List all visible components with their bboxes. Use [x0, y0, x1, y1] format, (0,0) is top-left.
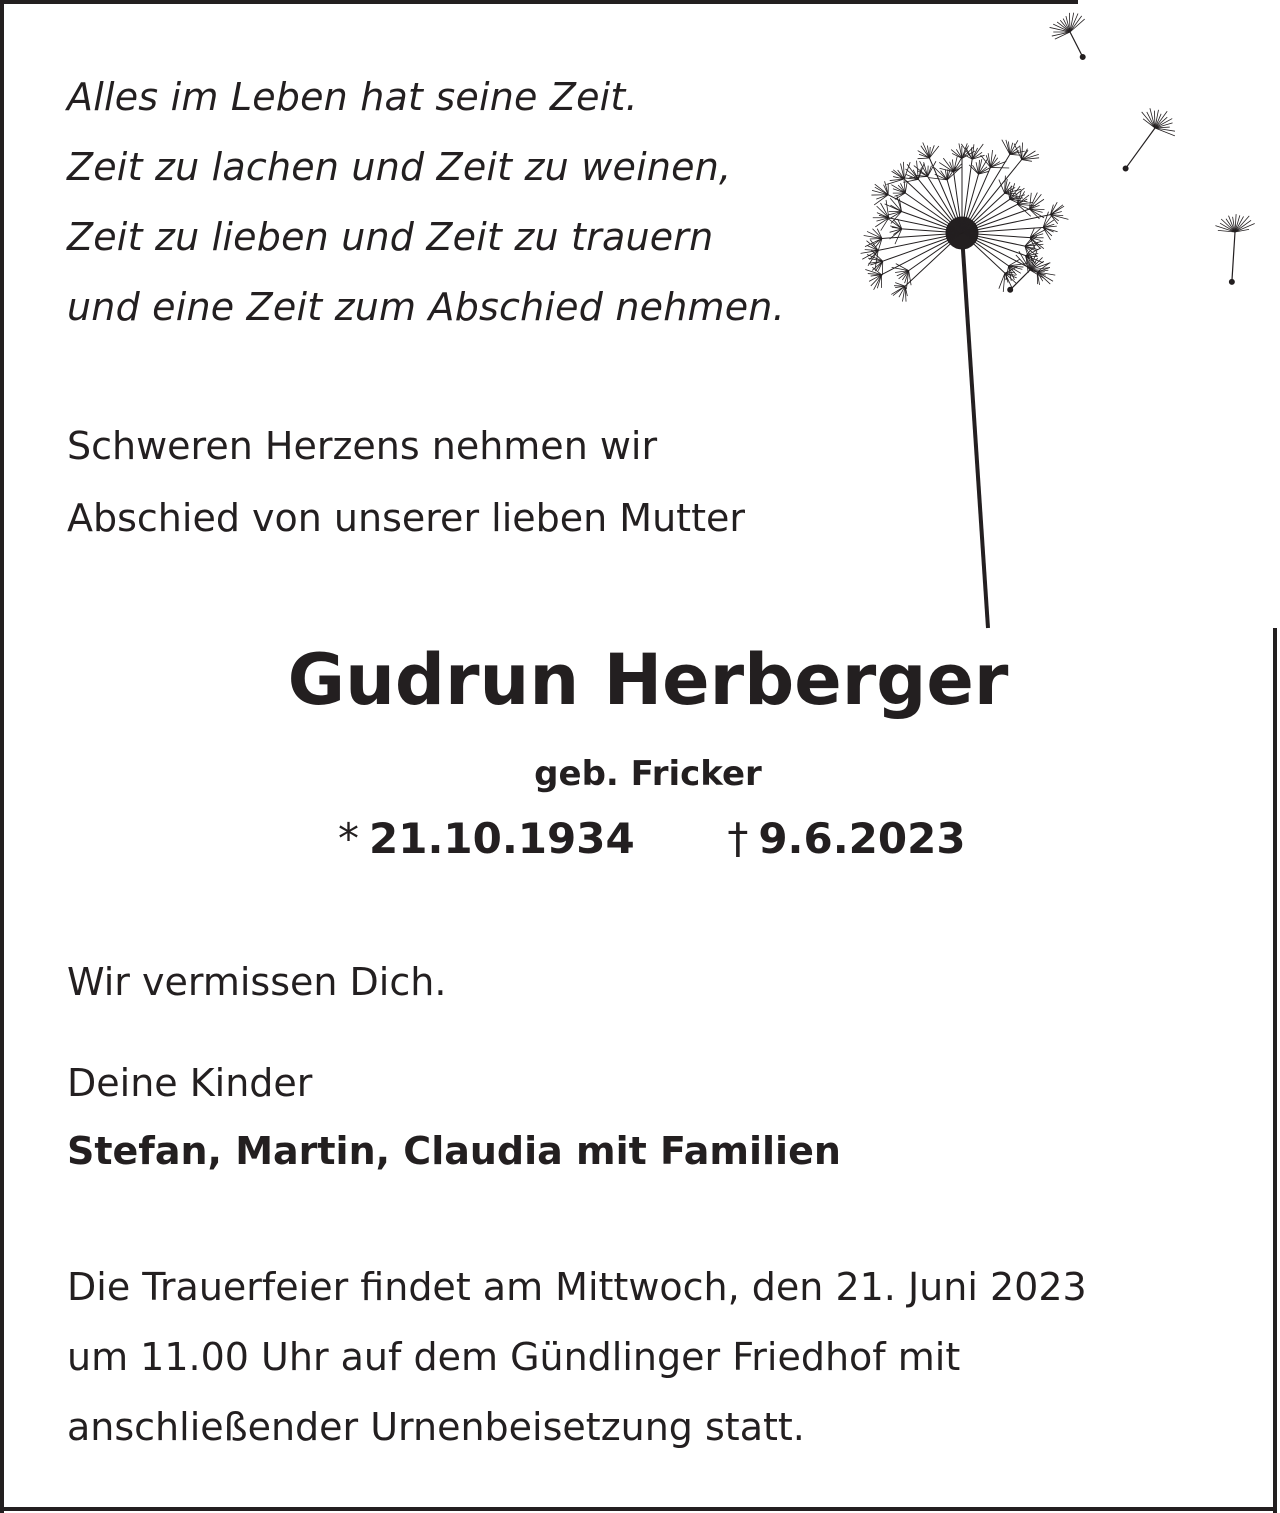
birth-star-icon: * — [338, 814, 359, 863]
intro-line: Schweren Herzens nehmen wir — [67, 424, 658, 468]
poem-line: Alles im Leben hat seine Zeit. — [67, 75, 638, 119]
birth-date-group — [338, 810, 635, 868]
signoff-label: Deine Kinder — [67, 1061, 313, 1105]
service-info — [67, 1252, 1087, 1462]
poem-line: Zeit zu lachen und Zeit zu weinen, — [67, 145, 732, 189]
poem-line: Zeit zu lieben und Zeit zu trauern — [67, 215, 714, 259]
service-line: Die Trauerfeier findet am Mittwoch, den 21. Juni 2023 — [67, 1265, 1087, 1309]
birth-date: 21.10.1934 — [369, 814, 635, 863]
life-dates — [338, 810, 966, 868]
intro-line: Abschied von unserer lieben Mutter — [67, 496, 745, 540]
birth-name: geb. Fricker — [534, 754, 762, 794]
death-date-group — [727, 810, 965, 868]
frame-bottom-border — [0, 1507, 1277, 1511]
miss-text: Wir vermissen Dich. — [67, 960, 447, 1004]
service-line: um 11.00 Uhr auf dem Gündlinger Friedhof mit — [67, 1335, 961, 1379]
deceased-name: Gudrun Herberger — [287, 639, 1009, 721]
signoff-names: Stefan, Martin, Claudia mit Familien — [67, 1129, 841, 1173]
death-date: 9.6.2023 — [758, 814, 966, 863]
death-cross-icon: † — [727, 814, 749, 863]
poem — [67, 62, 785, 342]
intro-text — [67, 410, 745, 554]
dandelion-icon — [850, 0, 1280, 640]
service-line: anschließender Urnenbeisetzung statt. — [67, 1405, 805, 1449]
signoff — [67, 1049, 841, 1185]
poem-line: und eine Zeit zum Abschied nehmen. — [67, 285, 785, 329]
